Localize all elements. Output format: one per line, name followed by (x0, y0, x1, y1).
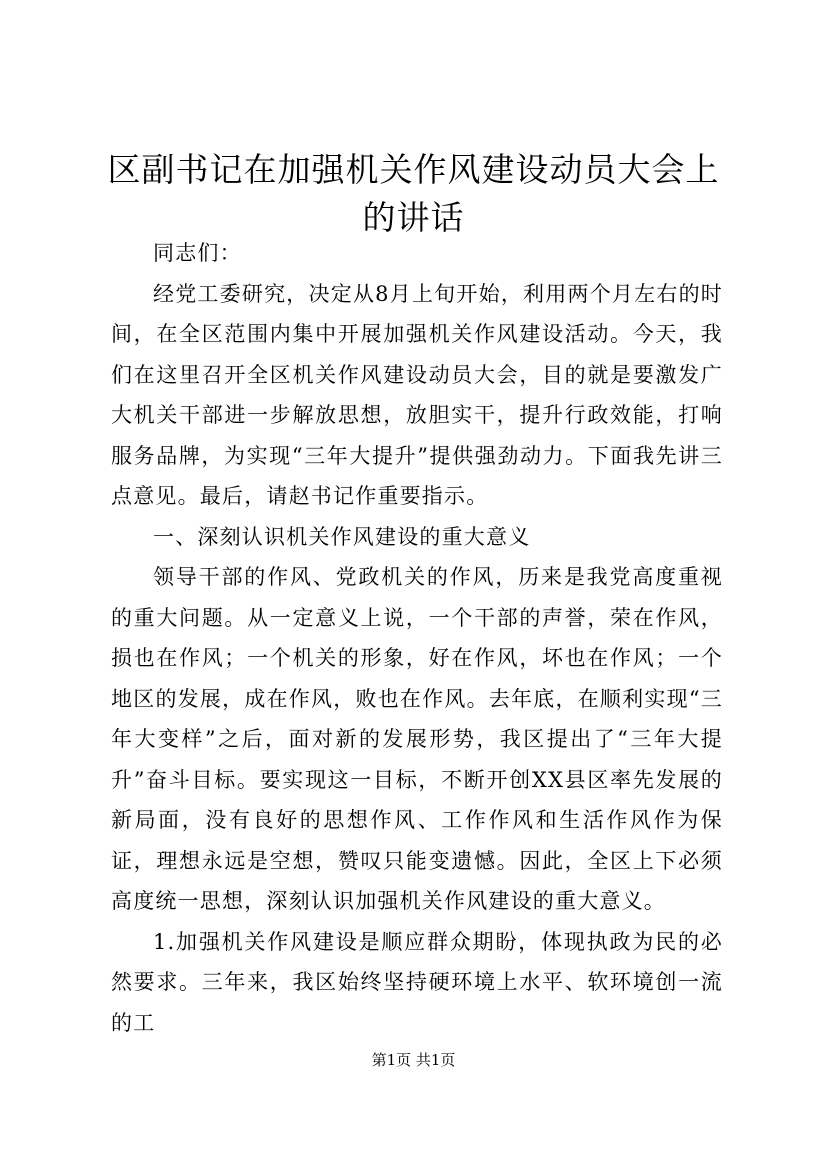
section-heading: 一、深刻认识机关作风建设的重大意义 (153, 524, 531, 549)
page-footer: 第1页 共1页 (371, 1051, 456, 1069)
document-title: 区副书记在加强机关作风建设动员大会上的讲话 (107, 150, 720, 237)
salutation: 同志们： (153, 241, 242, 265)
paragraph-significance: 领导干部的作风、党政机关的作风，历来是我党高度重视的重大问题。从一定意义上说，一个干部的声誉，荣在作风，损也在作风；一个机关的形象，好在作风，坏也在作风；一个地区的发展，成在作风，败也在作风。去年底，在顺利实现“三年大变样”之后，面对新的发展形势，我区提出了“三年大提升”奋斗目标。要实现这一目标，不断开创XX县区率先发展的新局面，没有良好的思想作风、工作作风和生活作风作为保证，理想永远是空想，赞叹只能变遗憾。因此，全区上下必须高度统一思想，深刻认识加强机关作风建设的重大意义。 (111, 565, 723, 913)
paragraph-intro: 经党工委研究，决定从8月上旬开始，利用两个月左右的时间，在全区范围内集中开展加强机关作风建设活动。今天，我们在这里召开全区机关作风建设动员大会，目的就是要激发广大机关干部进一步解放思想，放胆实干，提升行政效能，打响服务品牌，为实现“三年大提升”提供强劲动力。下面我先讲三点意见。最后，请赵书记作重要指示。 (111, 281, 723, 508)
paragraph-point-1: 1.加强机关作风建设是顺应群众期盼，体现执政为民的必然要求。三年来，我区始终坚持硬环境上水平、软环境创一流的工 (111, 929, 723, 1035)
document-body (111, 233, 723, 1043)
